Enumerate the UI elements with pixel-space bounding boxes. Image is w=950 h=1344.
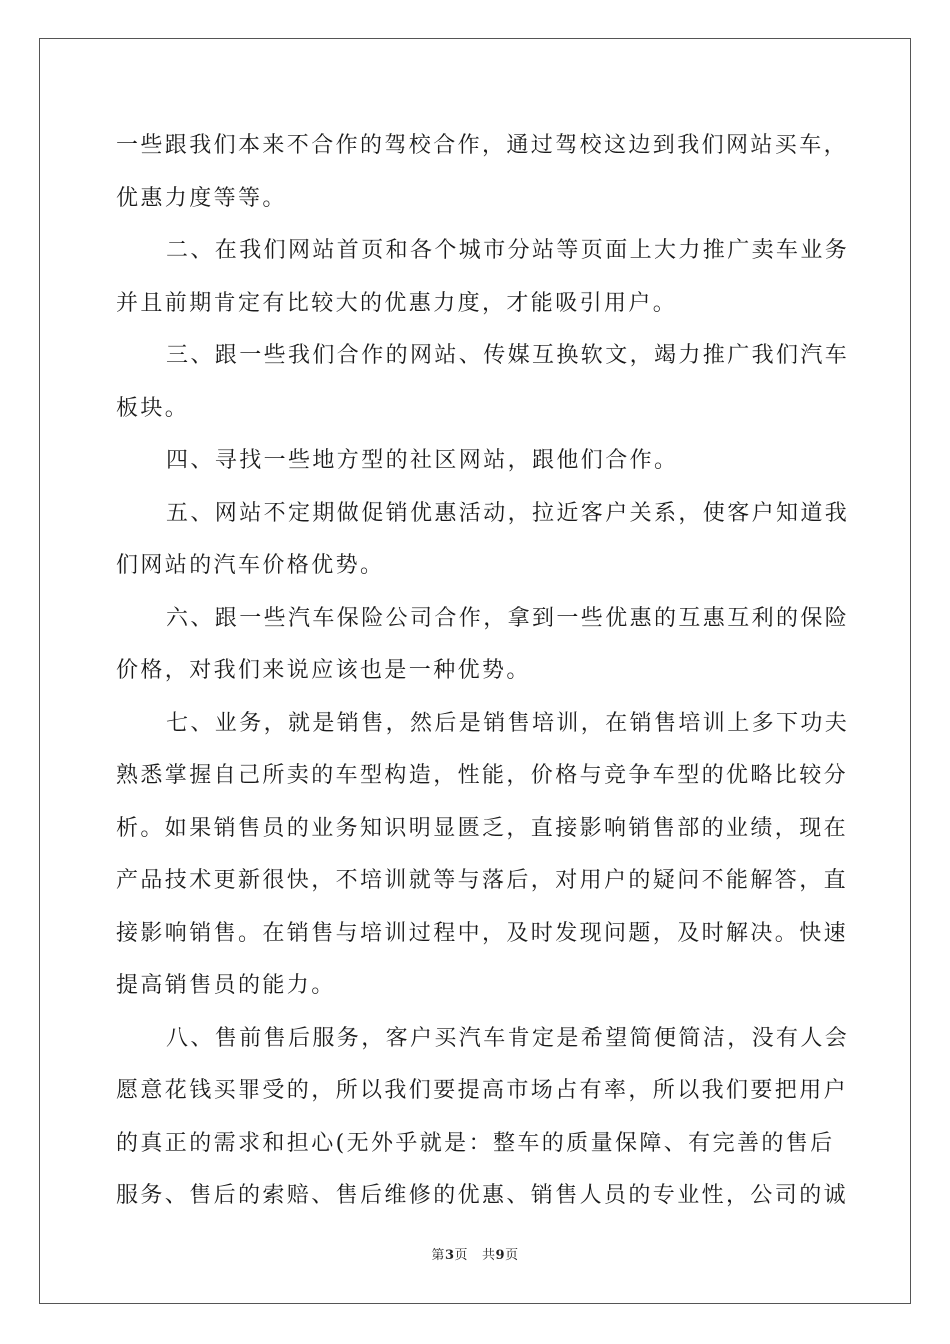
text-line: 产品技术更新很快，不培训就等与落后，对用户的疑问不能解答，直 xyxy=(116,868,849,893)
text-line: 六、跟一些汽车保险公司合作，拿到一些优惠的互惠互利的保险 xyxy=(166,605,850,631)
text-line: 八、售前售后服务，客户买汽车肯定是希望简便简洁，没有人会 xyxy=(166,1025,850,1051)
footer-page-suffix: 页 xyxy=(454,1248,468,1263)
footer-total-suffix: 页 xyxy=(505,1248,519,1263)
footer-total-pages: 9 xyxy=(495,1248,506,1263)
text-line: 们网站的汽车价格优势。 xyxy=(116,553,385,578)
text-line: 板块。 xyxy=(116,395,190,421)
document-body xyxy=(116,120,850,1223)
text-line: 的真正的需求和担心(无外乎就是：整车的质量保障、有完善的售后 xyxy=(116,1130,835,1156)
text-line: 服务、售后的索赔、售后维修的优惠、销售人员的专业性，公司的诚 xyxy=(116,1183,849,1208)
text-line: 三、跟一些我们合作的网站、传媒互换软文，竭力推广我们汽车 xyxy=(166,343,850,368)
footer-total-prefix: 共 xyxy=(482,1248,496,1263)
text-line: 价格，对我们来说应该也是一种优势。 xyxy=(116,658,531,683)
text-line: 七、业务，就是销售，然后是销售培训，在销售培训上多下功夫 xyxy=(166,710,850,736)
text-line: 析。如果销售员的业务知识明显匮乏，直接影响销售部的业绩，现在 xyxy=(116,815,849,841)
page-footer xyxy=(0,1244,950,1263)
text-line: 一些跟我们本来不合作的驾校合作，通过驾校这边到我们网站买车， xyxy=(116,133,849,158)
text-line: 二、在我们网站首页和各个城市分站等页面上大力推广卖车业务 xyxy=(166,238,850,263)
footer-page-prefix: 第 xyxy=(431,1248,445,1263)
text-line: 并且前期肯定有比较大的优惠力度，才能吸引用户。 xyxy=(116,290,678,316)
footer-current-page: 3 xyxy=(444,1248,455,1263)
text-line: 愿意花钱买罪受的，所以我们要提高市场占有率，所以我们要把用户 xyxy=(116,1078,849,1103)
text-line: 五、网站不定期做促销优惠活动，拉近客户关系，使客户知道我 xyxy=(166,500,850,526)
text-line: 四、寻找一些地方型的社区网站，跟他们合作。 xyxy=(166,448,679,473)
text-line: 接影响销售。在销售与培训过程中，及时发现问题，及时解决。快速 xyxy=(116,920,849,946)
text-line: 熟悉掌握自己所卖的车型构造，性能，价格与竞争车型的优略比较分 xyxy=(116,763,849,788)
text-line: 优惠力度等等。 xyxy=(116,185,287,211)
text-line: 提高销售员的能力。 xyxy=(116,973,336,998)
